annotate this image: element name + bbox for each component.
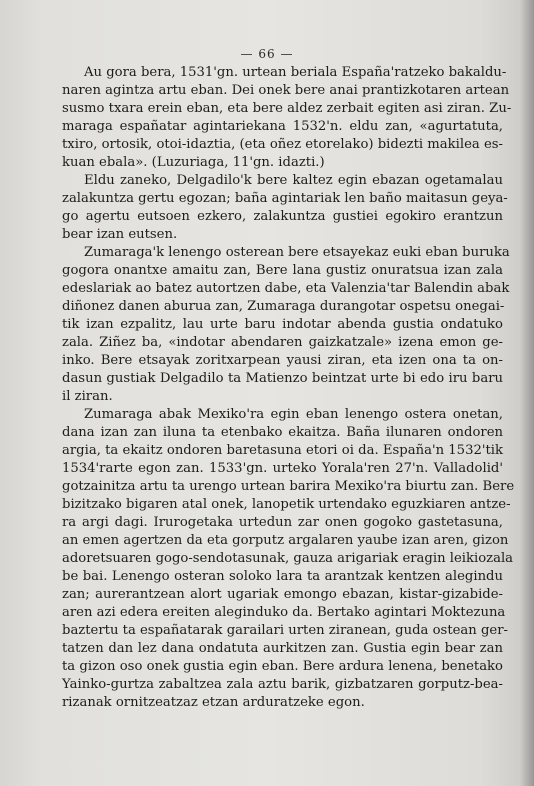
text-line: Yainko-gurtza zabaltzea zala aztu barik, gizbatzaren gorputz-bea- [62, 677, 503, 692]
text-line: Zumaraga abak Mexiko'ra egin eban lenengo ostera onetan, [84, 407, 503, 422]
body-text [62, 64, 515, 712]
text-line: bizitzako bigaren atal onek, lanopetik urtendako eguzkiaren antze- [62, 497, 511, 512]
text-line: dana izan zan iluna ta etenbako ekaitza. Baña ilunaren ondoren [62, 425, 503, 440]
text-line: zalakuntza gertu egozan; baña agintariak len baño maitasun geya- [62, 191, 508, 206]
paragraph [62, 406, 515, 712]
text-line: naren agintza artu eban. Dei onek bere anai prantizkotaren artean [62, 83, 510, 98]
text-line: rizanak ornitzeatzaz etzan arduratzeke egon. [62, 695, 365, 710]
text-line: tatzen dan lez dana ondatuta aurkitzen zan. Gustia egin bear zan [62, 641, 503, 656]
text-line: tik izan ezpalitz, lau urte baru indotar abenda gustia ondatuko [62, 317, 503, 332]
text-line: baztertu ta españatarak garailari urten ziranean, guda ostean ger- [62, 623, 508, 638]
page-number: — 66 — [240, 47, 294, 61]
text-line: edeslariak ao batez autortzen dabe, eta Valenzia'tar Balendin abak [62, 281, 510, 296]
text-line: 1534'rarte egon zan. 1533'gn. urteko Yorala'ren 27'n. Valladolid' [62, 461, 503, 476]
text-line: susmo txara erein eban, eta bere aldez zerbait egiten asi ziran. Zu- [62, 101, 512, 116]
text-line: diñonez danen aburua zan, Zumaraga durangotar ospetsu onegai- [62, 299, 505, 314]
text-line: maraga españatar agintariekana 1532'n. eldu zan, «agurtatuta, [62, 119, 503, 134]
text-line: zala. Ziñez ba, «indotar abendaren gaizkatzale» izena emon ge- [62, 335, 503, 350]
paragraph [62, 64, 512, 172]
text-line: an emen agertzen da eta gorputz argalaren yaube izan aren, gizon [62, 533, 509, 548]
page-gutter-shadow [520, 0, 534, 786]
text-line: aren azi edera ereiten alegindukо da. Bertako agintari Moktezuna [62, 605, 506, 620]
text-line: zan; aurerantzean alort ugariak emongo ebazan, kistar-gizabide- [62, 587, 503, 602]
text-line: argia, ta ekaitz ondoren baretasuna etori oi da. España'n 1532'tik [62, 443, 503, 458]
text-line: bear izan eutsen. [62, 227, 178, 242]
text-line: Eldu zaneko, Delgadilo'k bere kaltez egin ebazan ogetamalau [84, 173, 503, 188]
text-line: ta gizon oso onek gustia egin eban. Bere ardura lenena, benetako [62, 659, 503, 674]
text-line: be bai. Lenengo osteran soloko lara ta arantzak kentzen alegindu [62, 569, 503, 584]
text-line: gogora onantxe amaitu zan, Bere lana gustiz onuratsua izan zala [62, 263, 503, 278]
text-line: Au gora bera, 1531'gn. urtean beriala España'ratzeko bakaldu- [84, 65, 507, 80]
text-line: kuan ebala». (Luzuriaga, 11'gn. idazti.) [62, 155, 325, 170]
text-line: adoretsuaren gogo-sendotasunak, gauza arigariak eragin leikiozala [62, 551, 514, 566]
text-line: Zumaraga'k lenengo osterean bere etsayekaz euki eban buruka [84, 245, 510, 260]
text-line: inko. Bere etsayak zoritxarpean yausi ziran, eta izen ona ta on- [62, 353, 503, 368]
text-line: txiro, ortosik, otoi-idaztia, (eta oñez etorelako) bidezti makilea es- [62, 137, 503, 152]
text-line: ra argi dagi. Irurogetaka urtedun zar onen gogoko gastetasuna, [62, 515, 503, 530]
text-line: gotzainitza artu ta urengo urtean barira Mexiko'ra biurtu zan. Bere [62, 479, 515, 494]
text-line: dasun gustiak Delgadilo ta Matienzo beintzat urte bi edo iru baru [62, 371, 503, 386]
paragraph [62, 172, 508, 244]
paragraph [62, 244, 510, 406]
text-line: go agertu eutsoen ezkero, zalakuntza gustiei egokiro erantzun [62, 209, 503, 224]
text-line: il ziran. [62, 389, 113, 404]
